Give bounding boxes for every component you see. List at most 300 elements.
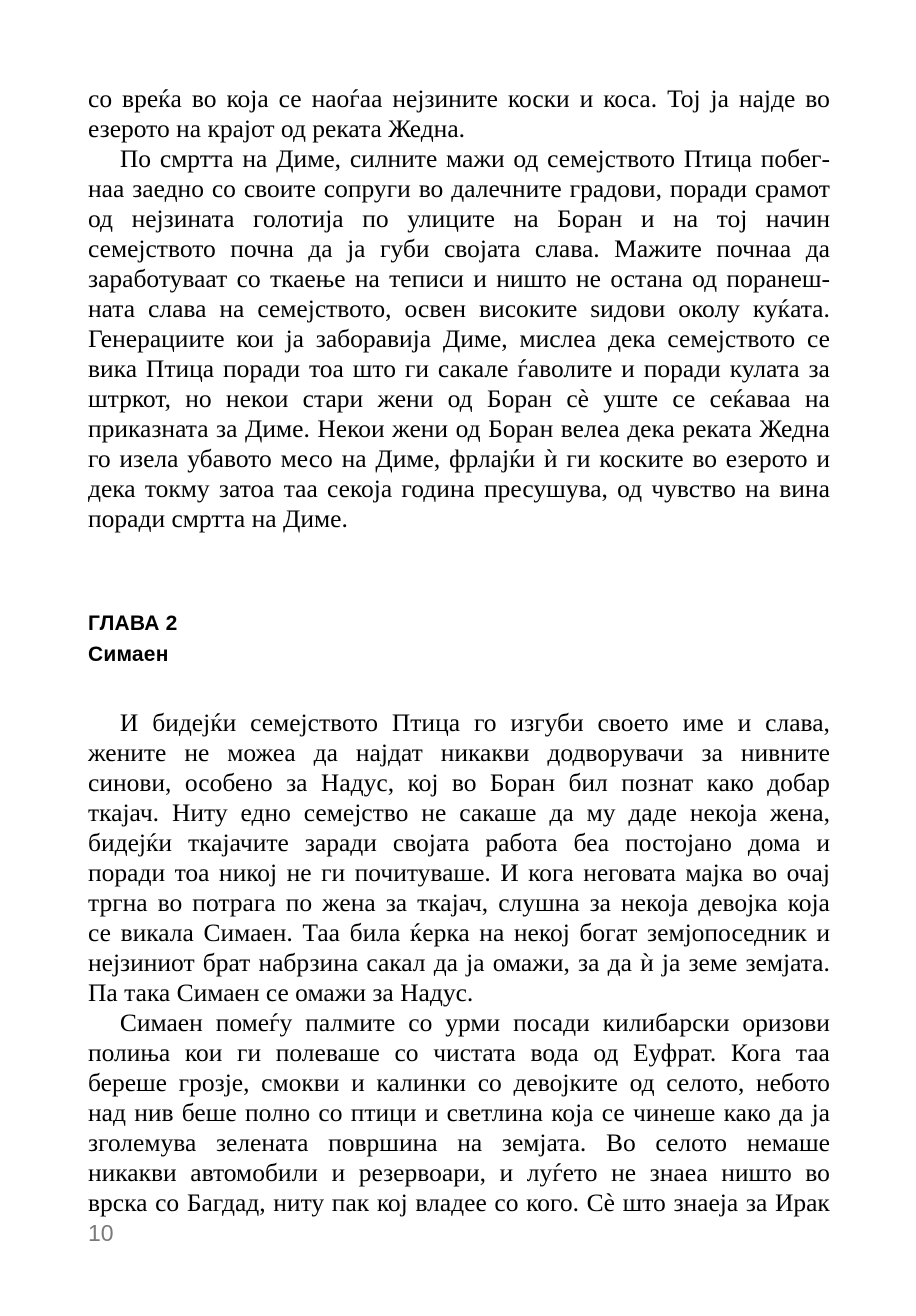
word: со	[394, 1038, 419, 1067]
word: по	[362, 204, 389, 233]
word: и	[621, 354, 635, 383]
word: ја	[661, 948, 681, 977]
word: немаше	[746, 1128, 830, 1157]
word: високите	[479, 294, 578, 323]
word: од	[593, 1038, 619, 1067]
word: како	[723, 1098, 771, 1127]
word: тргна	[88, 888, 148, 917]
word: полно	[244, 1098, 311, 1127]
word: заборавија	[315, 324, 432, 353]
word: ги	[236, 1038, 262, 1067]
word: од	[617, 474, 643, 503]
word: име	[682, 708, 724, 737]
word: на	[513, 204, 539, 233]
word: селото,	[666, 1068, 745, 1097]
word: со	[211, 174, 236, 203]
chapter-heading-group	[88, 608, 830, 670]
word: и	[816, 918, 830, 947]
word: не	[611, 1158, 637, 1187]
chapter-title: Симаен	[88, 643, 169, 666]
word: семејство	[303, 798, 409, 827]
word: слава,	[765, 708, 830, 737]
word: за	[216, 414, 238, 443]
word: губи	[379, 234, 430, 263]
word: фрлајќи	[449, 444, 536, 473]
text-line	[88, 384, 830, 414]
chapter-label: ГЛАВА 2	[88, 612, 178, 635]
page-text-block	[88, 84, 830, 1218]
word: срамот	[754, 174, 830, 203]
word: никакви	[440, 738, 530, 767]
word: во	[451, 768, 477, 797]
word: ѝ	[640, 948, 654, 977]
word: ѕидови	[590, 294, 666, 323]
word: нејзината	[131, 204, 235, 233]
word: тоа	[174, 858, 210, 887]
word: ткајач.	[88, 798, 160, 827]
word: штркот,	[88, 384, 171, 413]
text-line	[88, 264, 830, 294]
word: во	[191, 84, 217, 113]
heading-spacer-top	[88, 534, 830, 608]
word: беа	[573, 828, 610, 857]
text-line: езерото на крајот од реката Жедна.	[88, 114, 466, 143]
word: дека	[627, 414, 675, 443]
word: синови,	[88, 768, 172, 797]
word: сакаше	[459, 798, 537, 827]
word: птици	[350, 1098, 417, 1127]
word: се	[601, 1098, 625, 1127]
text-line	[88, 1188, 830, 1218]
word: никакви	[88, 1158, 177, 1187]
word: поради	[88, 858, 166, 887]
word: заработуваат	[88, 264, 228, 293]
word: Боран	[486, 384, 553, 413]
word: автомобили	[190, 1158, 318, 1187]
word: семејството	[88, 234, 216, 263]
text-line	[88, 708, 830, 738]
word: да	[308, 234, 333, 263]
paragraph-4	[88, 1008, 830, 1218]
word: ткајачите	[188, 828, 289, 857]
text-line	[88, 738, 830, 768]
word: убавото	[187, 444, 272, 473]
word: се	[278, 84, 302, 113]
word: реката	[682, 414, 752, 443]
word: кој	[407, 768, 439, 797]
word: и	[424, 1098, 439, 1127]
word: коса.	[603, 84, 658, 113]
word: година	[401, 474, 475, 503]
word: ги	[321, 858, 346, 887]
word: набрзина	[258, 948, 359, 977]
word: површина	[328, 1128, 438, 1157]
text-line	[88, 1038, 830, 1068]
word: за	[385, 888, 408, 917]
word: на	[457, 1128, 483, 1157]
word: што	[622, 1188, 666, 1217]
word: остана	[610, 264, 683, 293]
word: се	[672, 384, 696, 413]
word: поради	[643, 354, 721, 383]
word: земјопоседник	[647, 918, 807, 947]
word: брат	[202, 948, 251, 977]
word: голотија	[253, 204, 344, 233]
word: со	[408, 1008, 433, 1037]
word: од	[88, 204, 113, 233]
word: можеа	[227, 738, 296, 767]
word: Жедна	[759, 414, 830, 443]
word: сакале	[437, 354, 509, 383]
word: даде	[628, 798, 677, 827]
word: да	[313, 738, 338, 767]
word: сакал	[366, 948, 426, 977]
word: девојките	[513, 1068, 618, 1097]
word: над	[88, 1098, 126, 1127]
heading-spacer-bottom	[88, 670, 830, 708]
word: Боран	[489, 768, 556, 797]
text-line	[88, 1008, 830, 1038]
word: сопруги	[323, 174, 411, 203]
word: Во	[605, 1128, 636, 1157]
word: била	[349, 918, 401, 947]
word: зголемува	[88, 1128, 197, 1157]
word: некоја	[621, 888, 689, 917]
word: улиците	[407, 204, 495, 233]
word: не	[421, 798, 447, 827]
word: некои	[225, 384, 289, 413]
word: и	[579, 84, 594, 113]
word: не	[286, 858, 312, 887]
word: наа	[88, 174, 125, 203]
word: вика	[88, 354, 138, 383]
word: токму	[144, 474, 210, 503]
word: работа	[485, 828, 558, 857]
word: нивните	[740, 738, 830, 767]
word: По	[88, 144, 152, 173]
word: по	[285, 888, 313, 917]
word: семејството	[250, 708, 378, 737]
word: светлина	[446, 1098, 543, 1127]
word: мажи	[446, 144, 505, 173]
word: во	[805, 1158, 830, 1187]
word: Таа	[302, 918, 340, 947]
word: велеа	[560, 414, 620, 443]
word: се	[806, 324, 830, 353]
text-line	[88, 144, 830, 174]
word: ја	[285, 324, 304, 353]
word: земјата.	[501, 1128, 587, 1157]
word: Боран	[488, 414, 554, 443]
text-line	[88, 1158, 830, 1188]
word: од	[455, 414, 481, 443]
word: Некои	[317, 414, 385, 443]
word: приказната	[88, 414, 209, 443]
word: стари	[302, 384, 364, 413]
word: кого.	[526, 1188, 579, 1217]
word: градови,	[569, 174, 662, 203]
word: Генерациите	[88, 324, 225, 353]
word: грозје,	[178, 1068, 250, 1097]
word: нив	[134, 1098, 174, 1127]
word: и	[737, 708, 752, 737]
word: околу	[678, 294, 740, 323]
word: кои	[184, 1038, 223, 1067]
text-line	[88, 474, 830, 504]
word: мислеа	[519, 324, 597, 353]
word: девојка	[698, 888, 778, 917]
word: зелената	[215, 1128, 309, 1157]
word: очај	[786, 858, 830, 887]
word: тој	[716, 204, 748, 233]
word: нејзините	[392, 84, 498, 113]
text-line	[88, 798, 830, 828]
word: куќата.	[752, 294, 830, 323]
word: бил	[568, 768, 608, 797]
word: слава.	[534, 234, 600, 263]
word: и	[816, 444, 830, 473]
word: силните	[349, 144, 438, 173]
word: го	[88, 444, 111, 473]
word: оризови	[742, 1008, 830, 1037]
text-line	[88, 948, 830, 978]
word: ната	[88, 294, 136, 323]
word: и	[816, 828, 830, 857]
word: никој	[218, 858, 278, 887]
word: поранеш-	[726, 264, 830, 293]
word: Симаен	[88, 1008, 203, 1037]
word: со	[494, 1188, 519, 1217]
word: ја	[347, 234, 366, 263]
text-line	[88, 1128, 830, 1158]
word: својата	[392, 828, 470, 857]
word: од	[629, 1068, 655, 1097]
word: килибарски	[602, 1008, 730, 1037]
word: кој	[376, 1188, 408, 1217]
text-line: поради смртта на Диме.	[88, 504, 348, 533]
word: богат	[579, 918, 638, 947]
word: владее	[415, 1188, 487, 1217]
word: не	[184, 738, 210, 767]
word: што	[352, 354, 396, 383]
word: Птица	[391, 708, 461, 737]
word: добар	[767, 768, 830, 797]
word: Диме,	[276, 144, 342, 173]
word: Мажите	[614, 234, 702, 263]
word: и	[351, 1068, 365, 1097]
word: знаеја	[673, 1188, 739, 1217]
text-line	[88, 324, 830, 354]
word: некоја	[689, 798, 758, 827]
word: која	[226, 84, 269, 113]
word: Еуфрат.	[632, 1038, 717, 1067]
word: тоа	[309, 354, 344, 383]
word: жени	[392, 414, 449, 443]
word: мајка	[685, 858, 744, 887]
word: посади	[513, 1008, 590, 1037]
word: ја	[466, 948, 485, 977]
word: во	[692, 444, 717, 473]
word: ја	[710, 84, 729, 113]
text-line	[88, 888, 830, 918]
word: од	[692, 264, 718, 293]
word: уште	[603, 384, 659, 413]
word: најдат	[355, 738, 423, 767]
word: знаеа	[649, 1158, 708, 1187]
word: познат	[621, 768, 694, 797]
word: начин	[765, 204, 830, 233]
word: како	[706, 768, 754, 797]
word: береше	[88, 1068, 167, 1097]
word: на	[745, 474, 771, 503]
word: жена	[322, 888, 376, 917]
word: на	[242, 144, 268, 173]
word: вина	[779, 474, 830, 503]
word: теписи	[389, 264, 464, 293]
word: жените	[88, 738, 167, 767]
word: на	[354, 264, 380, 293]
word: почна	[230, 234, 294, 263]
word: жена,	[770, 798, 830, 827]
word: за	[589, 888, 612, 917]
word: за	[745, 1188, 768, 1217]
word: да	[779, 1098, 804, 1127]
word: ги	[404, 354, 430, 383]
word: со	[155, 1188, 180, 1217]
word: своите	[243, 174, 316, 203]
text-line	[88, 828, 830, 858]
word: почнаа	[716, 234, 792, 263]
word: семејството	[667, 324, 796, 353]
text-line: Па така Симаен се омажи за Надус.	[88, 978, 474, 1007]
word: на	[341, 444, 367, 473]
word: поради	[223, 354, 301, 383]
word: затоа	[218, 474, 275, 503]
word: луѓето	[526, 1158, 598, 1187]
word: нејзиниот	[88, 948, 195, 977]
word: дома	[747, 828, 801, 857]
word: изела	[119, 444, 179, 473]
word: пак	[331, 1188, 370, 1217]
word: коските	[599, 444, 684, 473]
text-line	[88, 858, 830, 888]
word: не	[576, 264, 601, 293]
word: заедно	[132, 174, 204, 203]
word: но	[185, 384, 212, 413]
text-line	[88, 444, 830, 474]
word: омажи,	[492, 948, 570, 977]
word: смртта	[159, 144, 234, 173]
word: неговата	[583, 858, 676, 887]
word: освен	[404, 294, 467, 323]
word: дека	[608, 324, 656, 353]
word: калинки	[376, 1068, 467, 1097]
word: додворувачи	[547, 738, 684, 767]
word: Птица	[683, 144, 752, 173]
word: месо	[280, 444, 333, 473]
text-line	[88, 414, 830, 444]
word: таа	[795, 1038, 830, 1067]
word: чистата	[433, 1038, 516, 1067]
word: ја	[811, 1098, 830, 1127]
word: на	[479, 918, 505, 947]
text-line	[88, 234, 830, 264]
word: семејството,	[257, 294, 392, 323]
word: за	[578, 948, 600, 977]
page-number: 10	[88, 1220, 114, 1246]
text-line	[88, 918, 830, 948]
word: земе	[688, 948, 738, 977]
word: особено	[184, 768, 273, 797]
word: ѝ	[543, 444, 558, 473]
word: наоѓаа	[311, 84, 383, 113]
word: селото	[655, 1128, 728, 1157]
text-line	[88, 174, 830, 204]
word: со	[236, 264, 261, 293]
word: во	[157, 888, 183, 917]
text-line	[88, 294, 830, 324]
word: Диме.	[244, 414, 310, 443]
word: заради	[304, 828, 377, 857]
word: жени	[377, 384, 434, 413]
word: за	[701, 738, 723, 767]
text-line	[88, 354, 830, 384]
word: викала	[120, 918, 194, 947]
word: Боран	[557, 204, 623, 233]
word: постојано	[625, 828, 732, 857]
word: слава	[148, 294, 207, 323]
word: далечните	[451, 174, 562, 203]
word: која	[787, 888, 830, 917]
word: бидејќи	[88, 828, 173, 857]
word: езерото	[725, 444, 808, 473]
word: некој	[513, 918, 570, 947]
word: својата	[443, 234, 521, 263]
word: беше	[181, 1098, 237, 1127]
word: бидејќи	[152, 708, 237, 737]
word: сеќаваа	[709, 384, 791, 413]
word: најде	[738, 84, 796, 113]
word: од	[447, 384, 473, 413]
word: ткајач,	[417, 888, 489, 917]
text-line	[88, 1068, 830, 1098]
word: Сѐ	[586, 1188, 615, 1217]
word: едно	[240, 798, 291, 827]
word: дека	[88, 474, 136, 503]
word: земјата.	[745, 948, 830, 977]
word: кои	[236, 324, 274, 353]
word: Ирак	[774, 1188, 830, 1217]
word: кога	[528, 858, 574, 887]
word: на	[219, 294, 245, 323]
word: со	[318, 1098, 343, 1127]
word: помеѓу	[215, 1008, 293, 1037]
word: во	[805, 84, 830, 113]
word: побег-	[760, 144, 830, 173]
word: и	[331, 1158, 346, 1187]
text-line	[88, 84, 830, 114]
text-line	[88, 204, 830, 234]
word: се	[88, 918, 111, 947]
word: во	[752, 858, 778, 887]
paragraph-2	[88, 144, 830, 534]
word: на	[673, 204, 699, 233]
word: ќерка	[409, 918, 470, 947]
word: полиња	[88, 1038, 171, 1067]
word: Кога	[730, 1038, 782, 1067]
word: и	[473, 264, 487, 293]
word: пресушува,	[484, 474, 608, 503]
